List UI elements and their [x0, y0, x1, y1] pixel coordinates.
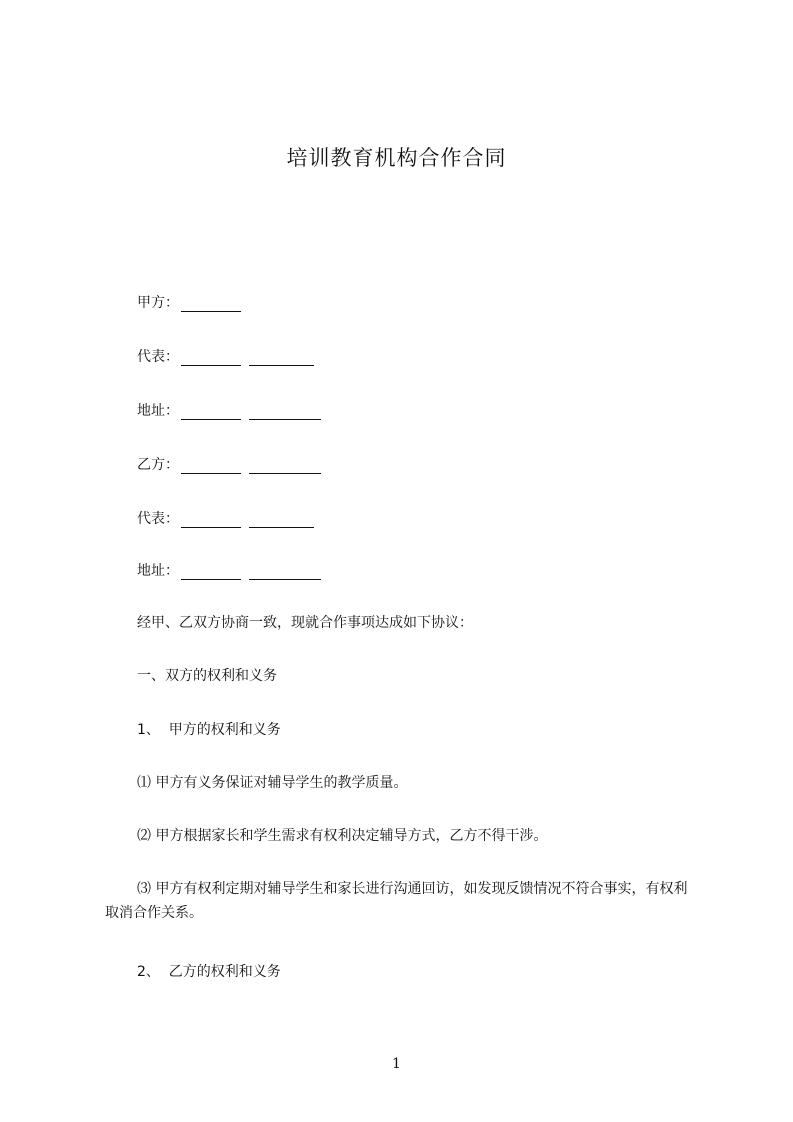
rep-a-label: 代表：: [137, 349, 179, 365]
party-b-blank-1: [181, 459, 241, 474]
rep-b-blank-2: [249, 513, 314, 528]
clause-item-3: ⑶ 甲方有权利定期对辅导学生和家长进行沟通回访，如发现反馈情况不符合事实，有权利取消合作关系。: [105, 881, 688, 921]
addr-a-label: 地址：: [137, 403, 179, 419]
subsection-2-heading: 2、 乙方的权利和义务: [137, 964, 281, 980]
party-a-blank: [181, 297, 241, 312]
rep-b-label: 代表：: [137, 511, 179, 527]
party-a-line: [137, 292, 241, 312]
addr-a-blank-1: [181, 405, 241, 420]
rep-b-blank-1: [181, 513, 241, 528]
subsection-1-heading: 1、 甲方的权利和义务: [137, 722, 281, 738]
page-number: 1: [392, 1056, 401, 1072]
addr-a-blank-2: [249, 405, 321, 420]
rep-b-line: [137, 508, 314, 528]
addr-b-label: 地址：: [137, 563, 179, 579]
addr-a-line: [137, 400, 321, 420]
addr-b-line: [137, 560, 321, 580]
party-b-blank-2: [249, 459, 321, 474]
addr-b-blank-2: [249, 565, 321, 580]
clause-item-2: ⑵ 甲方根据家长和学生需求有权利决定辅导方式，乙方不得干涉。: [137, 828, 548, 844]
rep-a-line: [137, 346, 314, 366]
clause-item-1: ⑴ 甲方有义务保证对辅导学生的教学质量。: [137, 775, 408, 791]
rep-a-blank-1: [181, 351, 241, 366]
addr-b-blank-1: [181, 565, 241, 580]
party-a-label: 甲方：: [137, 295, 179, 311]
party-b-line: [137, 454, 321, 474]
document-title: 培训教育机构合作合同: [286, 146, 507, 170]
party-b-label: 乙方：: [137, 457, 179, 473]
rep-a-blank-2: [249, 351, 314, 366]
intro-paragraph: 经甲、乙双方协商一致，现就合作事项达成如下协议：: [137, 615, 473, 631]
section-1-heading: 一、双方的权利和义务: [137, 668, 277, 684]
